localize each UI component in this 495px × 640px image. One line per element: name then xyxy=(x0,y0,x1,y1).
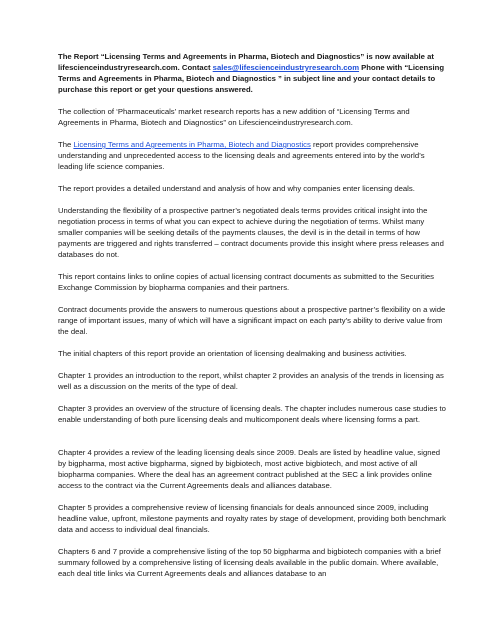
report-title-link[interactable]: Licensing Terms and Agreements in Pharma, Biotech and Diagnostics xyxy=(73,140,311,149)
contract-links-paragraph: This report contains links to online copies of actual licensing contract documents as submitted to the Securities Exchange Commission by biopharma companies and their partners. xyxy=(58,272,435,292)
initial-chapters-paragraph: The initial chapters of this report provide an orientation of licensing dealmaking and business activities. xyxy=(58,349,407,358)
chapter-6-7-paragraph: Chapters 6 and 7 provide a comprehensive listing of the top 50 bigpharma and bigbiotech companies with a brief summary followed by a comprehensive listing of licensing deals available in the public domain. Where available, each deal title links via Current Agreements deals and alliances database to an xyxy=(58,547,441,578)
overview-text-start: The xyxy=(58,140,74,149)
sales-email-link[interactable]: sales@lifescienceindustryresearch.com xyxy=(212,62,360,72)
contract-documents-paragraph: Contract documents provide the answers to numerous questions about a prospective partner’s flexibility on a wide range of important issues, many of which will have a significant impact on each party’s ability to derive value from the deal. xyxy=(58,305,446,336)
intro-paragraph xyxy=(58,52,450,96)
collection-paragraph: The collection of ‘Pharmaceuticals’ market research reports has a new addition of “Licensing Terms and Agreements in Pharma, Biotech and Diagnostics” on Lifescienceindustryresearch.com. xyxy=(58,107,410,127)
report-overview-paragraph xyxy=(58,140,450,173)
intro-text-start: The Report “Licensing Terms and Agreements in Pharma, Biotech and Diagnostics” is now available at lifescienceindustryresearch.com. Contact xyxy=(58,52,434,72)
intro-text-end: Phone with “Licensing Terms and Agreements in Pharma, Biotech and Diagnostics ” in subject line and your contact details to purchase this report or get your questions answered. xyxy=(58,62,445,94)
chapter-5-paragraph: Chapter 5 provides a comprehensive review of licensing financials for deals announced since 2009, including headline value, upfront, milestone payments and royalty rates by stage of development, providing both benchmark data and access to individual deal financials. xyxy=(58,503,447,534)
chapter-1-2-paragraph: Chapter 1 provides an introduction to the report, whilst chapter 2 provides an analysis of the trends in licensing as well as a discussion on the merits of the type of deal. xyxy=(58,371,444,391)
overview-text-end: report provides comprehensive understanding and unprecedented access to the licensing deals and agreements entered into by the world’s leading life science companies. xyxy=(58,140,425,171)
flexibility-paragraph: Understanding the flexibility of a prospective partner’s negotiated deals terms provides critical insight into the negotiation process in terms of what you can expect to achieve during the negotiation of terms. Whilst many smaller companies will be seeking details of the payments clauses, the devil is in the detail in terms of how payments are triggered and rights transferred – contract documents provide this insight where press releases and databases do not. xyxy=(58,206,444,259)
chapter-3-paragraph: Chapter 3 provides an overview of the structure of licensing deals. The chapter includes numerous case studies to enable understanding of both pure licensing deals and multicomponent deals where licensing forms a part. xyxy=(58,404,446,424)
chapter-4-paragraph: Chapter 4 provides a review of the leading licensing deals since 2009. Deals are listed by headline value, signed by bigpharma, most active bigpharma, signed by bigbiotech, most active bigbiotech, and most active of all biopharma companies. Where the deal has an agreement contract published at the SEC a link provides online access to the contract via the Current Agreements deals and alliances database. xyxy=(58,448,441,490)
analysis-paragraph: The report provides a detailed understand and analysis of how and why companies enter licensing deals. xyxy=(58,184,415,193)
